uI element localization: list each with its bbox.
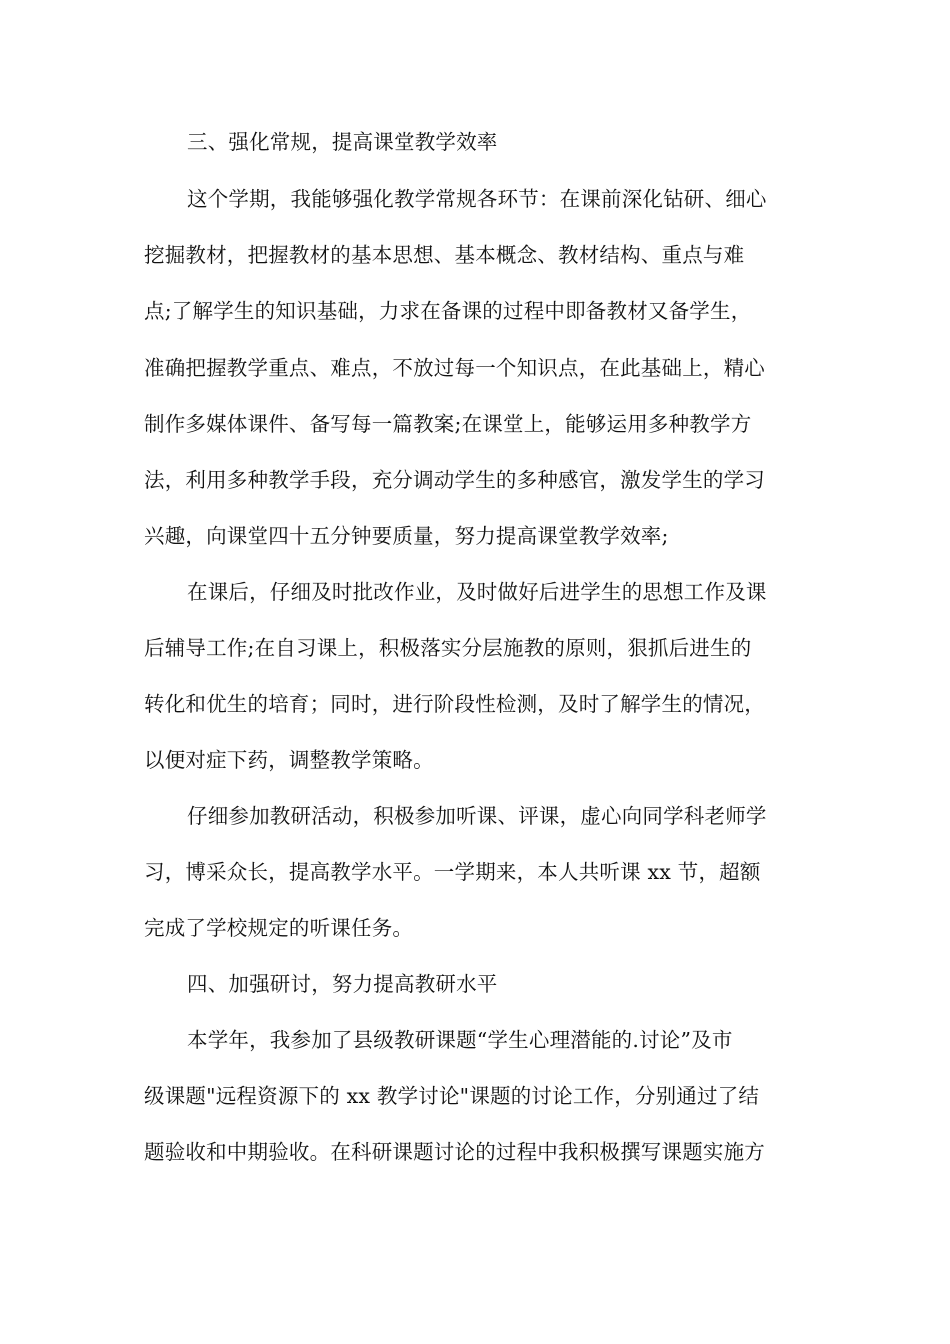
paragraph-line: 点;了解学生的知识基础，力求在备课的过程中即备教材又备学生， xyxy=(144,299,752,323)
paragraph-line: 这个学期，我能够强化教学常规各环节：在课前深化钻研、细心 xyxy=(187,187,767,211)
paragraph-line: 以便对症下药，调整教学策略。 xyxy=(144,748,434,772)
paragraph-line: 本学年，我参加了县级教研课题“学生心理潜能的.讨论”及市 xyxy=(187,1028,733,1052)
paragraph-line: 转化和优生的培育；同时，进行阶段性检测，及时了解学生的情况， xyxy=(144,692,765,716)
section-heading-3: 三、强化常规，提高课堂教学效率 xyxy=(187,130,498,154)
paragraph-line: 准确把握教学重点、难点，不放过每一个知识点，在此基础上，精心 xyxy=(144,356,765,380)
paragraph-line: 后辅导工作;在自习课上，积极落实分层施教的原则，狠抓后进生的 xyxy=(144,636,752,660)
paragraph-line: 仔细参加教研活动，积极参加听课、评课，虚心向同学科老师学 xyxy=(187,804,767,828)
paragraph-line: 制作多媒体课件、备写每一篇教案;在课堂上，能够运用多种教学方 xyxy=(144,412,752,436)
paragraph-line: 级课题"远程资源下的 xx 教学讨论"课题的讨论工作，分别通过了结 xyxy=(144,1084,760,1108)
paragraph-line: 习，博采众长，提高教学水平。一学期来，本人共听课 xx 节，超额 xyxy=(144,860,761,884)
paragraph-line: 法，利用多种教学手段，充分调动学生的多种感官，激发学生的学习 xyxy=(144,468,765,492)
paragraph-line: 完成了学校规定的听课任务。 xyxy=(144,916,414,940)
section-heading-4: 四、加强研讨，努力提高教研水平 xyxy=(187,972,498,996)
paragraph-line: 在课后，仔细及时批改作业，及时做好后进学生的思想工作及课 xyxy=(187,580,767,604)
paragraph-line: 挖掘教材，把握教材的基本思想、基本概念、教材结构、重点与难 xyxy=(144,243,745,267)
paragraph-line: 题验收和中期验收。在科研课题讨论的过程中我积极撰写课题实施方 xyxy=(144,1140,765,1164)
paragraph-line: 兴趣，向课堂四十五分钟要质量，努力提高课堂教学效率; xyxy=(144,524,669,548)
